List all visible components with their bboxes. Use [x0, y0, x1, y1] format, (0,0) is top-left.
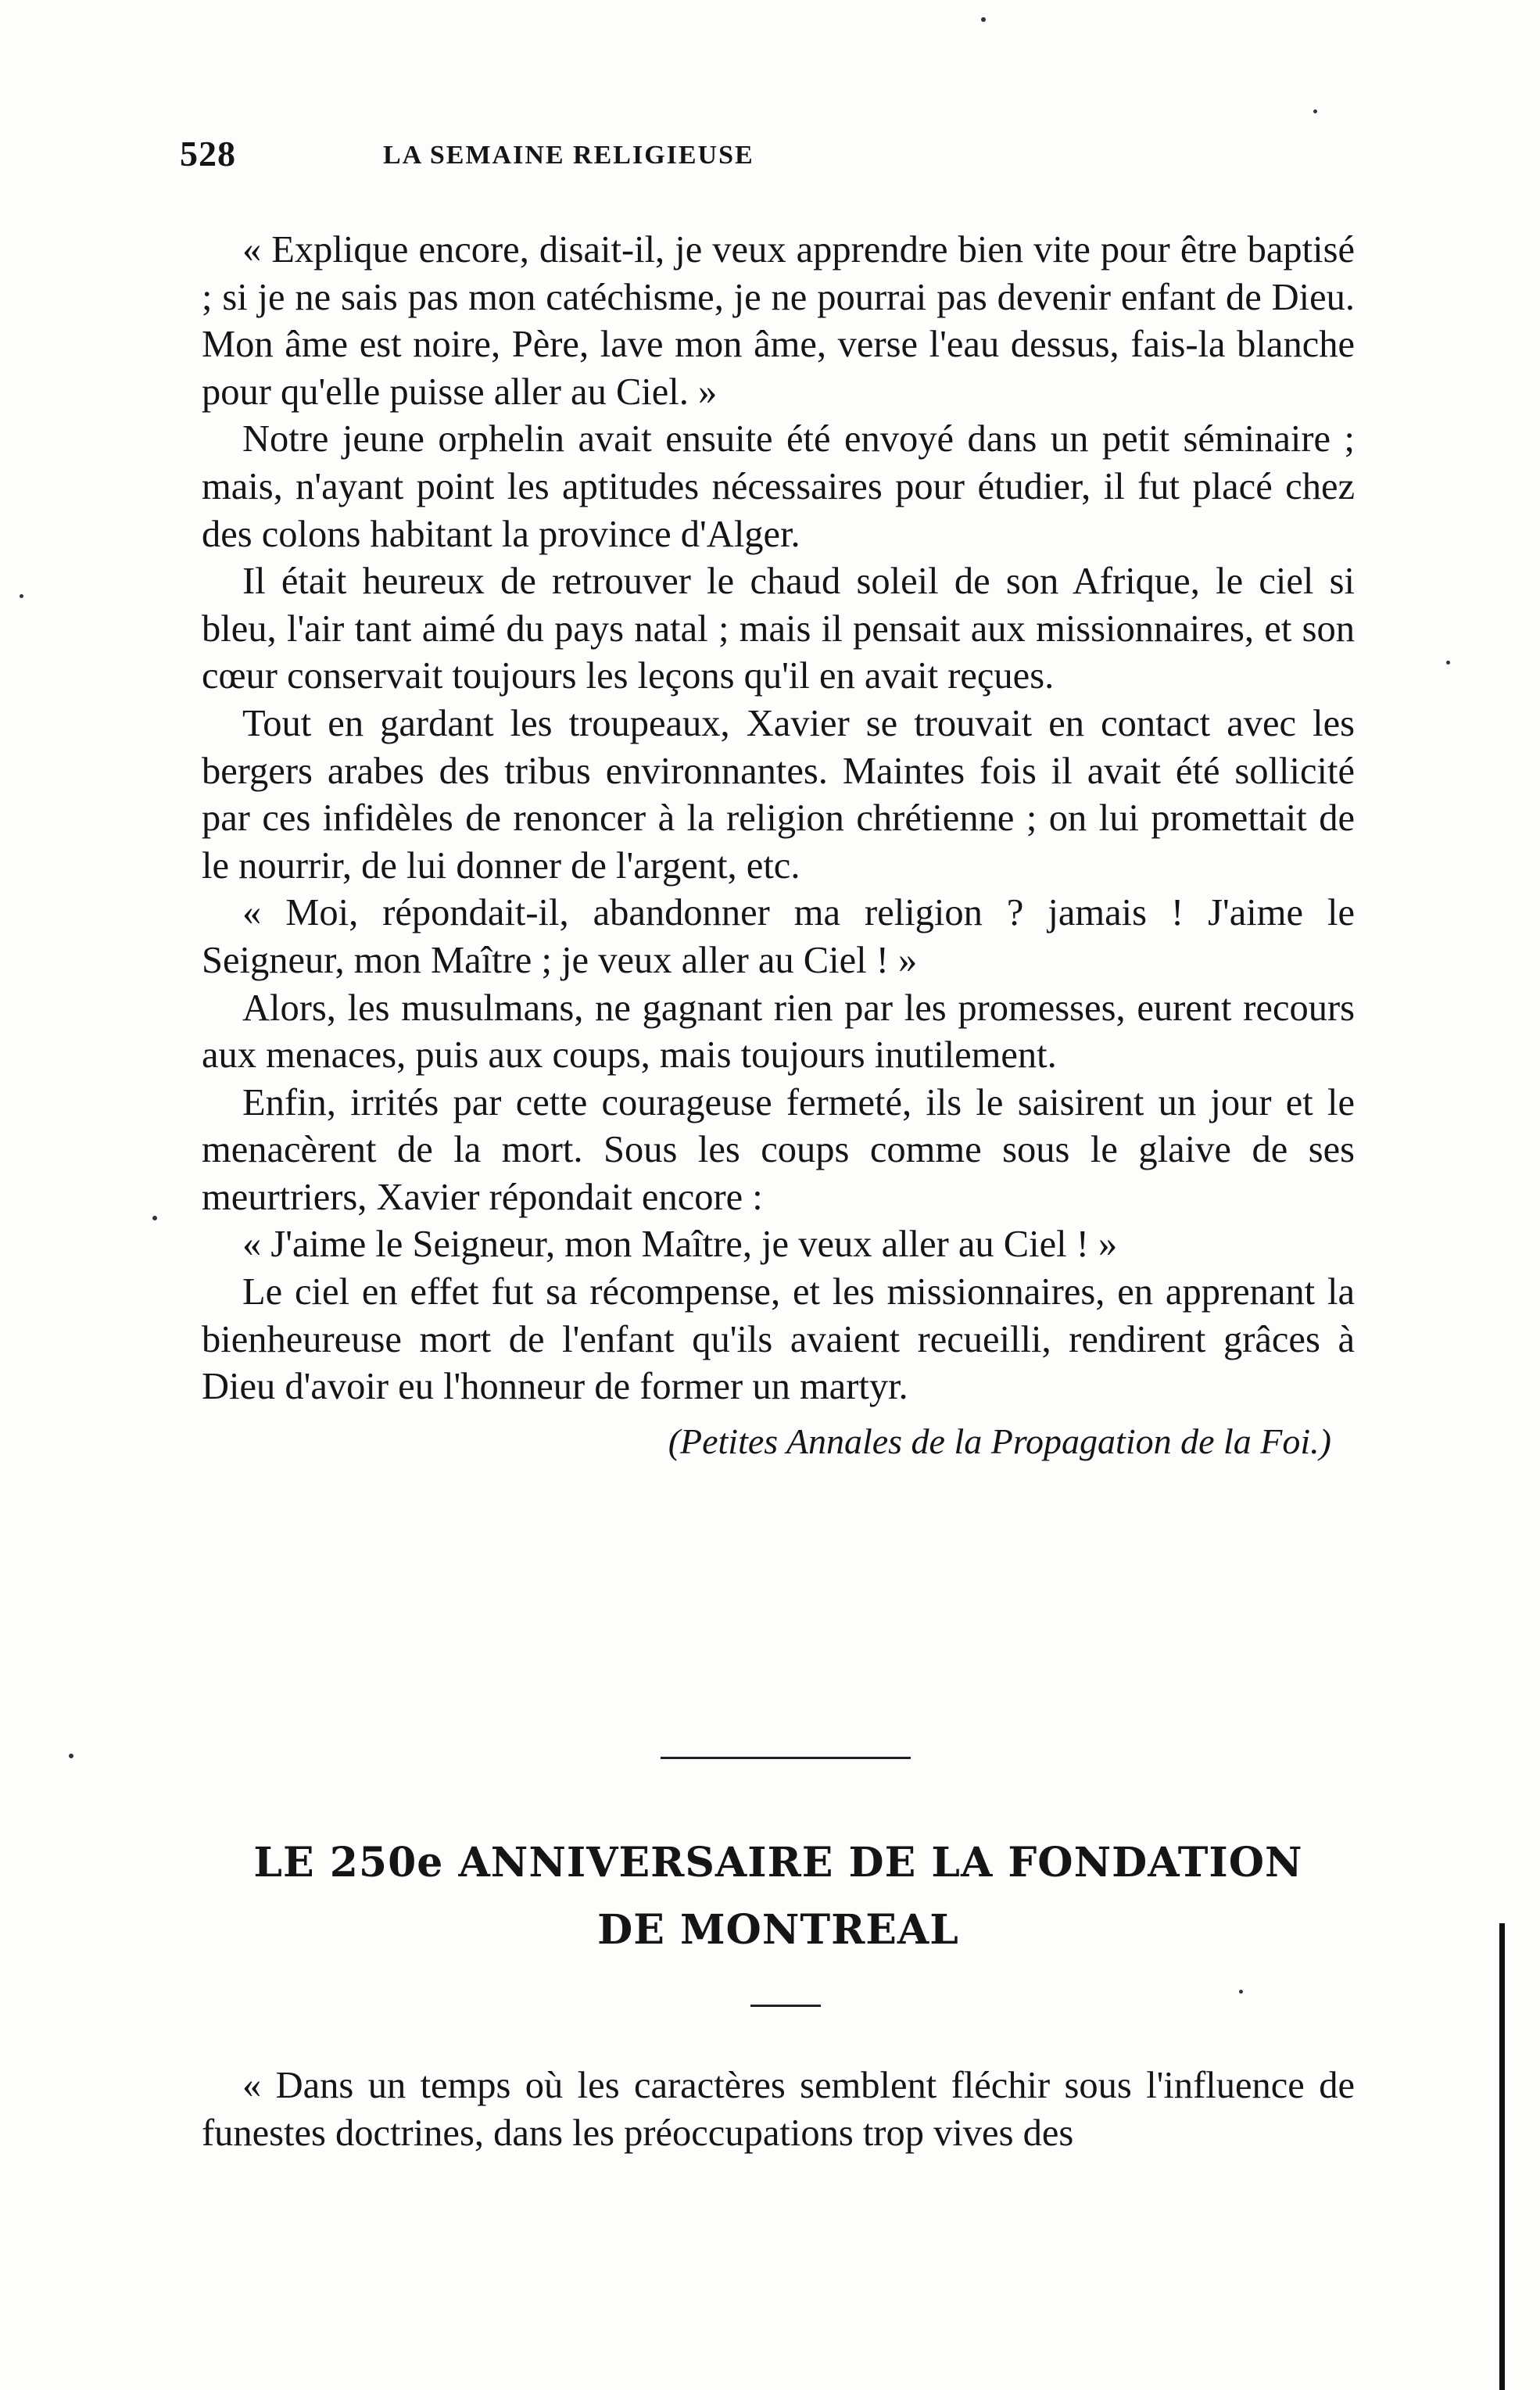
page-number: 528 [180, 134, 236, 174]
scan-speck [20, 594, 23, 598]
paragraph: Alors, les musulmans, ne gagnant rien par les promesses, eurent recours aux menaces, puis aux coups, mais toujours inutilement. [202, 987, 1355, 1077]
article-body [202, 227, 1355, 1464]
page-header [180, 133, 1352, 180]
section-divider [661, 1757, 911, 1759]
paragraph: « Explique encore, disait-il, je veux apprendre bien vite pour être baptisé ; si je ne sais pas mon catéchisme, je ne pourrai pas devenir enfant de Dieu. Mon âme est noire, Père, lave mon âme, verse l'eau dessus, fais-la blanche pour qu'elle puisse aller au Ciel. » [202, 229, 1355, 413]
scan-edge-shadow [1499, 1923, 1505, 2390]
section-title-line: LE 250e ANNIVERSAIRE DE LA FONDATION [253, 1839, 1303, 1887]
section-title-line: DE MONTREAL [597, 1906, 959, 1954]
scan-speck [1446, 661, 1450, 665]
section-title [202, 1829, 1355, 1964]
running-head: LA SEMAINE RELIGIEUSE [383, 141, 754, 170]
section-opening [202, 2062, 1355, 2157]
paragraph: Tout en gardant les troupeaux, Xavier se trouvait en contact avec les bergers arabes des tribus environnantes. Maintes fois il avait été sollicité par ces infidèles de renoncer à la religion chrétienne ; on lui promettait de le nourrir, de lui donner de l'argent, etc. [202, 702, 1355, 887]
scan-speck [981, 17, 986, 22]
paragraph: « J'aime le Seigneur, mon Maître, je veux aller au Ciel ! » [242, 1224, 1118, 1266]
paragraph: « Dans un temps où les caractères semblent fléchir sous l'influence de funestes doctrines, dans les préoccupations trop vives des [202, 2065, 1355, 2154]
title-underline [750, 2005, 821, 2007]
paragraph: « Moi, répondait-il, abandonner ma religion ? jamais ! J'aime le Seigneur, mon Maître ; je veux aller au Ciel ! » [202, 892, 1355, 981]
scan-speck [1313, 109, 1317, 113]
paragraph: Notre jeune orphelin avait ensuite été envoyé dans un petit séminaire ; mais, n'ayant point les aptitudes nécessaires pour étudier, il fut placé chez des colons habitant la province d'Alger. [202, 418, 1355, 555]
scan-speck [152, 1216, 157, 1220]
paragraph: Le ciel en effet fut sa récompense, et les missionnaires, en apprenant la bienheureuse mort de l'enfant qu'ils avaient recueilli, rendirent grâces à Dieu d'avoir eu l'honneur de former un martyr. [202, 1271, 1355, 1408]
scan-speck [69, 1754, 73, 1758]
scan-speck [1239, 1990, 1243, 1994]
source-citation: (Petites Annales de la Propagation de la Foi.) [668, 1421, 1331, 1461]
paragraph: Il était heureux de retrouver le chaud soleil de son Afrique, le ciel si bleu, l'air tant aimé du pays natal ; mais il pensait aux missionnaires, et son cœur conservait toujours les leçons qu'il en avait reçues. [202, 561, 1355, 697]
paragraph: Enfin, irrités par cette courageuse fermeté, ils le saisirent un jour et le menacèrent de la mort. Sous les coups comme sous le glaive de ses meurtriers, Xavier répondait encore : [202, 1081, 1355, 1218]
